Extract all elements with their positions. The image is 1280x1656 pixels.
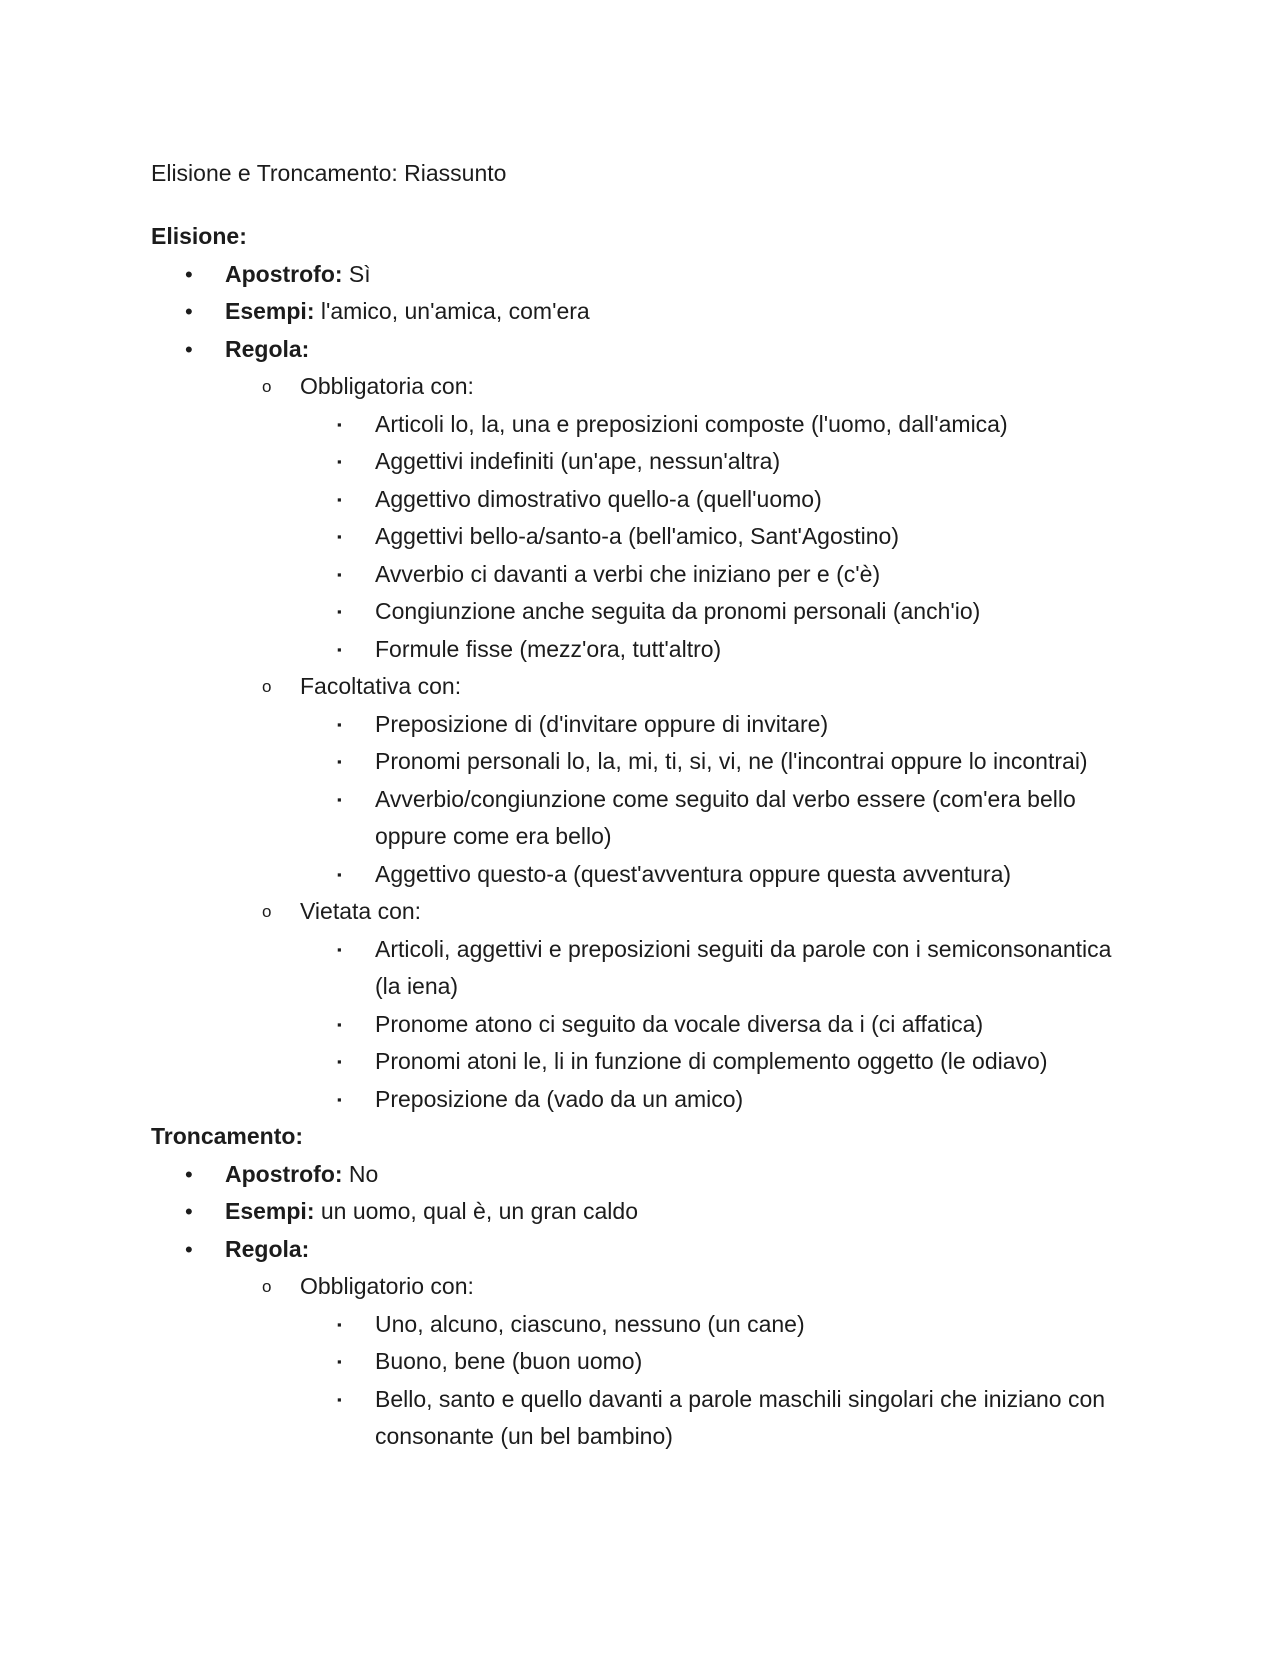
- list-item: [151, 1193, 1141, 1231]
- square-bullet-icon: ▪: [337, 604, 342, 619]
- facoltativa-items: [151, 706, 1141, 894]
- list-item: [151, 1306, 1141, 1344]
- list-item-text: Buono, bene (buon uomo): [375, 1348, 643, 1374]
- list-item-text: Aggettivi indefiniti (un'ape, nessun'altra): [375, 448, 781, 474]
- list-item-text: Avverbio ci davanti a verbi che iniziano per e (c'è): [375, 560, 881, 587]
- obbligatorio-label: Obbligatorio con:: [300, 1273, 474, 1299]
- list-item: [151, 1268, 1141, 1306]
- square-bullet-icon: ▪: [337, 941, 342, 957]
- elisione-list: [151, 256, 1141, 369]
- list-item-text: Preposizione di (d'invitare oppure di invitare): [375, 710, 829, 737]
- list-item: [151, 1231, 1141, 1269]
- list-item: [151, 1343, 1141, 1381]
- list-item-text: Preposizione da (vado da un amico): [375, 1085, 744, 1112]
- bullet-icon: •: [185, 299, 193, 324]
- esempi-value: l'amico, un'amica, com'era: [314, 298, 590, 324]
- vietata-label: Vietata con:: [300, 898, 422, 924]
- bullet-icon: •: [185, 261, 193, 287]
- bullet-icon: •: [185, 1161, 193, 1187]
- square-bullet-icon: ▪: [337, 716, 342, 732]
- list-item-text: Bello, santo e quello davanti a parole maschili singolari che iniziano con consonante (un bel bambino): [375, 1385, 1106, 1449]
- list-item: [151, 781, 1141, 856]
- esempi-label: Esempi:: [225, 298, 315, 324]
- square-bullet-icon: ▪: [337, 1391, 342, 1407]
- list-item-text: Pronomi atoni le, li in funzione di complemento oggetto (le odiavo): [375, 1048, 1048, 1074]
- apostrofo-label: Apostrofo:: [225, 260, 343, 287]
- list-item: [151, 556, 1141, 594]
- list-item: [151, 331, 1141, 369]
- square-bullet-icon: ▪: [337, 1316, 342, 1332]
- document-body: [151, 218, 1141, 1456]
- list-item: [151, 1043, 1141, 1081]
- troncamento-rules-list: [151, 1268, 1141, 1306]
- list-item-text: Uno, alcuno, ciascuno, nessuno (un cane): [375, 1310, 805, 1337]
- list-item: [151, 1156, 1141, 1194]
- elisione-rules-list: [151, 893, 1141, 931]
- list-item-text: Avverbio/congiunzione come seguito dal verbo essere (com'era bello oppure come era bello): [375, 785, 1076, 849]
- obbligatoria-label: Obbligatoria con:: [300, 373, 474, 399]
- circle-bullet-icon: o: [262, 377, 272, 396]
- square-bullet-icon: ▪: [337, 566, 342, 582]
- list-item: [151, 893, 1141, 931]
- elisione-heading: Elisione:: [151, 223, 247, 249]
- troncamento-heading: Troncamento:: [151, 1123, 304, 1149]
- list-item: [151, 931, 1141, 1006]
- vietata-items: [151, 931, 1141, 1119]
- square-bullet-icon: ▪: [337, 1016, 342, 1032]
- square-bullet-icon: ▪: [337, 416, 342, 432]
- esempi-label: Esempi:: [225, 1198, 315, 1224]
- obbligatoria-items: [151, 406, 1141, 669]
- circle-bullet-icon: o: [262, 677, 272, 696]
- list-item: [151, 443, 1141, 481]
- list-item: [151, 481, 1141, 519]
- apostrofo-value: No: [342, 1160, 379, 1187]
- list-item-text: Aggettivo questo-a (quest'avventura oppure questa avventura): [375, 860, 1012, 887]
- square-bullet-icon: ▪: [337, 454, 342, 469]
- list-item-text: Formule fisse (mezz'ora, tutt'altro): [375, 635, 722, 662]
- square-bullet-icon: ▪: [337, 1091, 342, 1107]
- square-bullet-icon: ▪: [337, 491, 342, 507]
- apostrofo-label: Apostrofo:: [225, 1160, 343, 1187]
- list-item: [151, 518, 1141, 556]
- esempi-value: un uomo, qual è, un gran caldo: [314, 1198, 638, 1224]
- regola-label: Regola:: [225, 1235, 310, 1262]
- circle-bullet-icon: o: [262, 902, 272, 921]
- list-item: [151, 856, 1141, 894]
- square-bullet-icon: ▪: [337, 791, 342, 807]
- square-bullet-icon: ▪: [337, 1354, 342, 1369]
- list-item: [151, 668, 1141, 706]
- list-item-text: Pronomi personali lo, la, mi, ti, si, vi, ne (l'incontrai oppure lo incontrai): [375, 748, 1088, 774]
- obbligatorio-items: [151, 1306, 1141, 1456]
- list-item: [151, 631, 1141, 669]
- list-item: [151, 743, 1141, 781]
- troncamento-list: [151, 1156, 1141, 1269]
- bullet-icon: •: [185, 1199, 193, 1224]
- square-bullet-icon: ▪: [337, 641, 342, 657]
- list-item: [151, 256, 1141, 294]
- square-bullet-icon: ▪: [337, 866, 342, 882]
- elisione-rules-list: [151, 668, 1141, 706]
- regola-label: Regola:: [225, 335, 310, 362]
- list-item: [151, 1081, 1141, 1119]
- list-item: [151, 293, 1141, 331]
- list-item-text: Aggettivo dimostrativo quello-a (quell'uomo): [375, 485, 822, 512]
- list-item: [151, 593, 1141, 631]
- list-item-text: Aggettivi bello-a/santo-a (bell'amico, Sant'Agostino): [375, 523, 900, 549]
- bullet-icon: •: [185, 1236, 193, 1262]
- list-item: [151, 406, 1141, 444]
- circle-bullet-icon: o: [262, 1277, 272, 1296]
- bullet-icon: •: [185, 336, 193, 362]
- list-item: [151, 1381, 1141, 1456]
- list-item-text: Articoli lo, la, una e preposizioni composte (l'uomo, dall'amica): [375, 410, 1008, 437]
- facoltativa-label: Facoltativa con:: [300, 673, 462, 699]
- list-item-text: Congiunzione anche seguita da pronomi personali (anch'io): [375, 598, 981, 624]
- list-item-text: Articoli, aggettivi e preposizioni seguiti da parole con i semiconsonantica (la iena): [375, 935, 1112, 999]
- apostrofo-value: Sì: [342, 260, 371, 287]
- list-item: [151, 706, 1141, 744]
- square-bullet-icon: ▪: [337, 529, 342, 544]
- square-bullet-icon: ▪: [337, 754, 342, 769]
- list-item: [151, 368, 1141, 406]
- elisione-rules-list: [151, 368, 1141, 406]
- list-item: [151, 1006, 1141, 1044]
- square-bullet-icon: ▪: [337, 1054, 342, 1069]
- document-title: Elisione e Troncamento: Riassunto: [151, 160, 507, 186]
- list-item-text: Pronome atono ci seguito da vocale diversa da i (ci affatica): [375, 1010, 984, 1037]
